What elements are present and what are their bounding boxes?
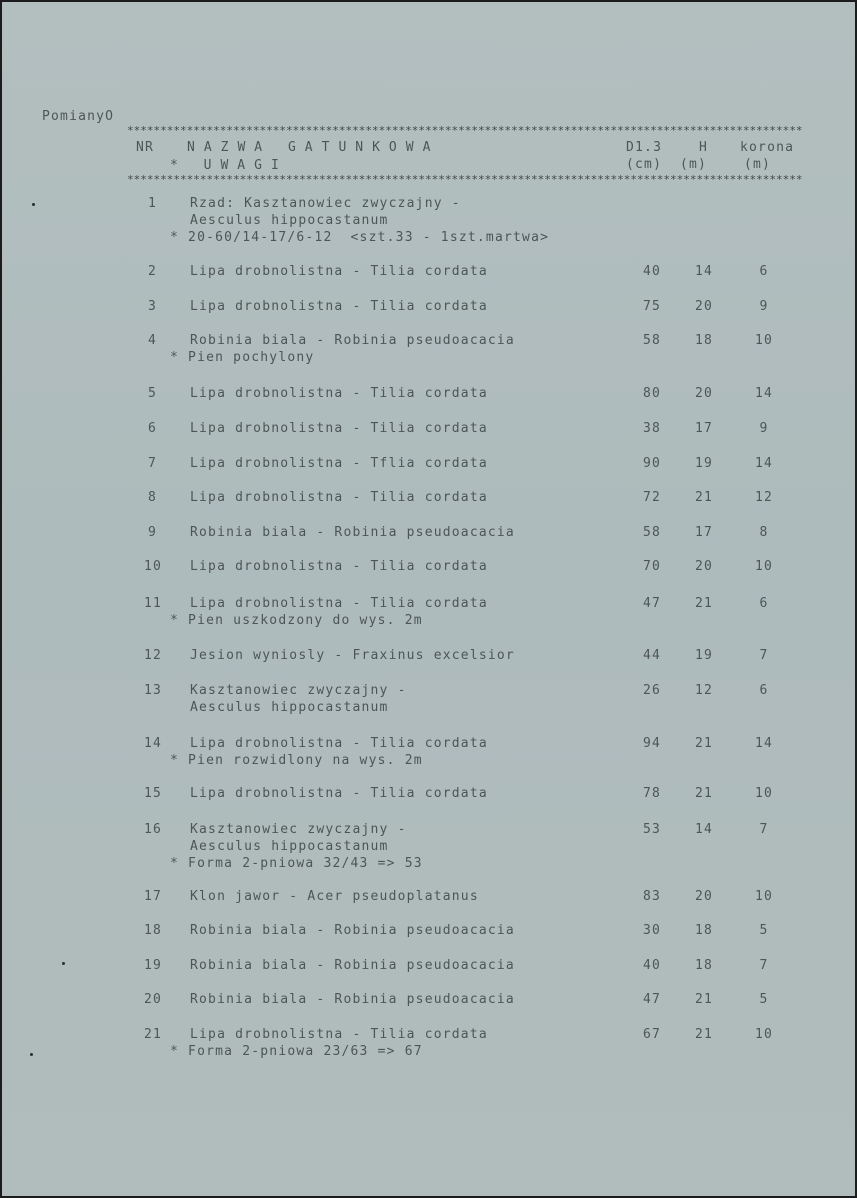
crown-value: 10 bbox=[754, 786, 774, 801]
row-number: 15 bbox=[144, 786, 163, 801]
species-name: Klon jawor - Acer pseudoplatanus bbox=[190, 889, 479, 904]
row-number: 1 bbox=[148, 196, 158, 211]
remark-note: * Pien pochylony bbox=[170, 350, 315, 365]
height-value: 20 bbox=[694, 299, 714, 314]
height-value: 18 bbox=[694, 923, 714, 938]
crown-value: 9 bbox=[759, 299, 769, 314]
crown-value: 12 bbox=[754, 490, 774, 505]
diameter-value: 53 bbox=[642, 822, 662, 837]
row-number: 20 bbox=[144, 992, 163, 1007]
height-value: 19 bbox=[694, 648, 714, 663]
species-name: Robinia biala - Robinia pseudoacacia bbox=[190, 333, 515, 348]
row-number: 3 bbox=[148, 299, 158, 314]
row-number: 7 bbox=[148, 456, 158, 471]
crown-value: 10 bbox=[754, 889, 774, 904]
diameter-value: 44 bbox=[642, 648, 662, 663]
height-value: 21 bbox=[694, 786, 714, 801]
diameter-value: 47 bbox=[642, 596, 662, 611]
species-name: Lipa drobnolistna - Tflia cordata bbox=[190, 456, 488, 471]
remark-note: * Forma 2-pniowa 23/63 => 67 bbox=[170, 1044, 423, 1059]
crown-value: 6 bbox=[759, 264, 769, 279]
col-nr-header: NR bbox=[136, 140, 155, 155]
species-name: Lipa drobnolistna - Tilia cordata bbox=[190, 264, 488, 279]
diameter-value: 80 bbox=[642, 386, 662, 401]
crown-value: 14 bbox=[754, 386, 774, 401]
species-name: Robinia biala - Robinia pseudoacacia bbox=[190, 992, 515, 1007]
row-number: 21 bbox=[144, 1027, 163, 1042]
diameter-value: 83 bbox=[642, 889, 662, 904]
species-name: Lipa drobnolistna - Tilia cordata bbox=[190, 1027, 488, 1042]
crown-value: 14 bbox=[754, 456, 774, 471]
file-name: PomianyO bbox=[42, 109, 115, 124]
crown-value: 14 bbox=[754, 736, 774, 751]
remark-note: * Forma 2-pniowa 32/43 => 53 bbox=[170, 856, 423, 871]
height-value: 20 bbox=[694, 889, 714, 904]
row-number: 18 bbox=[144, 923, 163, 938]
diameter-value: 40 bbox=[642, 958, 662, 973]
height-value: 17 bbox=[694, 421, 714, 436]
species-name: Lipa drobnolistna - Tilia cordata bbox=[190, 299, 488, 314]
species-name-cont: Aesculus hippocastanum bbox=[190, 700, 389, 715]
crown-value: 6 bbox=[759, 683, 769, 698]
height-value: 21 bbox=[694, 736, 714, 751]
species-name: Lipa drobnolistna - Tilia cordata bbox=[190, 490, 488, 505]
species-name: Jesion wyniosly - Fraxinus excelsior bbox=[190, 648, 515, 663]
col-h-unit: (m) bbox=[680, 157, 708, 172]
height-value: 17 bbox=[694, 525, 714, 540]
row-number: 19 bbox=[144, 958, 163, 973]
species-name: Lipa drobnolistna - Tilia cordata bbox=[190, 736, 488, 751]
crown-value: 10 bbox=[754, 1027, 774, 1042]
remark-note: * Pien rozwidlony na wys. 2m bbox=[170, 753, 423, 768]
diameter-value: 70 bbox=[642, 559, 662, 574]
species-name-cont: Aesculus hippocastanum bbox=[190, 839, 389, 854]
species-name: Kasztanowiec zwyczajny - bbox=[190, 683, 407, 698]
crown-value: 7 bbox=[759, 648, 769, 663]
row-number: 16 bbox=[144, 822, 163, 837]
height-value: 21 bbox=[694, 992, 714, 1007]
row-number: 8 bbox=[148, 490, 158, 505]
row-number: 10 bbox=[144, 559, 163, 574]
col-name-header: NAZWA GATUNKOWA bbox=[187, 140, 440, 155]
height-value: 20 bbox=[694, 386, 714, 401]
crown-value: 10 bbox=[754, 559, 774, 574]
diameter-value: 78 bbox=[642, 786, 662, 801]
col-k-unit: (m) bbox=[744, 157, 772, 172]
species-name: Robinia biala - Robinia pseudoacacia bbox=[190, 923, 515, 938]
row-number: 6 bbox=[148, 421, 158, 436]
row-number: 2 bbox=[148, 264, 158, 279]
col-k-header: korona bbox=[740, 140, 795, 155]
diameter-value: 40 bbox=[642, 264, 662, 279]
row-number: 17 bbox=[144, 889, 163, 904]
crown-value: 10 bbox=[754, 333, 774, 348]
row-number: 9 bbox=[148, 525, 158, 540]
remark-note: * 20-60/14-17/6-12 <szt.33 - 1szt.martwa> bbox=[170, 230, 550, 245]
diameter-value: 30 bbox=[642, 923, 662, 938]
height-value: 18 bbox=[694, 958, 714, 973]
crown-value: 9 bbox=[759, 421, 769, 436]
height-value: 21 bbox=[694, 1027, 714, 1042]
species-name: Rzad: Kasztanowiec zwyczajny - bbox=[190, 196, 461, 211]
punch-mark bbox=[30, 1053, 33, 1056]
remark-note: * Pien uszkodzony do wys. 2m bbox=[170, 613, 423, 628]
diameter-value: 47 bbox=[642, 992, 662, 1007]
row-number: 4 bbox=[148, 333, 158, 348]
col-h-header: H bbox=[699, 140, 709, 155]
punch-mark bbox=[62, 962, 65, 965]
height-value: 18 bbox=[694, 333, 714, 348]
row-number: 11 bbox=[144, 596, 163, 611]
height-value: 21 bbox=[694, 490, 714, 505]
species-name: Lipa drobnolistna - Tilia cordata bbox=[190, 786, 488, 801]
col-d-header: D1.3 bbox=[626, 140, 663, 155]
diameter-value: 94 bbox=[642, 736, 662, 751]
height-value: 20 bbox=[694, 559, 714, 574]
height-value: 12 bbox=[694, 683, 714, 698]
diameter-value: 58 bbox=[642, 525, 662, 540]
crown-value: 6 bbox=[759, 596, 769, 611]
row-number: 5 bbox=[148, 386, 158, 401]
crown-value: 7 bbox=[759, 958, 769, 973]
diameter-value: 38 bbox=[642, 421, 662, 436]
species-name: Kasztanowiec zwyczajny - bbox=[190, 822, 407, 837]
header-separator-top: ****************************************************************************************************** bbox=[127, 126, 803, 136]
crown-value: 7 bbox=[759, 822, 769, 837]
diameter-value: 90 bbox=[642, 456, 662, 471]
height-value: 21 bbox=[694, 596, 714, 611]
crown-value: 5 bbox=[759, 923, 769, 938]
col-remarks-header: * UWAGI bbox=[170, 158, 288, 173]
diameter-value: 72 bbox=[642, 490, 662, 505]
species-name: Lipa drobnolistna - Tilia cordata bbox=[190, 559, 488, 574]
diameter-value: 58 bbox=[642, 333, 662, 348]
header-separator-bottom: ****************************************************************************************************** bbox=[127, 175, 803, 185]
height-value: 19 bbox=[694, 456, 714, 471]
height-value: 14 bbox=[694, 822, 714, 837]
diameter-value: 26 bbox=[642, 683, 662, 698]
species-name: Lipa drobnolistna - Tilia cordata bbox=[190, 386, 488, 401]
crown-value: 5 bbox=[759, 992, 769, 1007]
crown-value: 8 bbox=[759, 525, 769, 540]
species-name: Robinia biala - Robinia pseudoacacia bbox=[190, 958, 515, 973]
height-value: 14 bbox=[694, 264, 714, 279]
col-d-unit: (cm) bbox=[626, 157, 663, 172]
diameter-value: 67 bbox=[642, 1027, 662, 1042]
row-number: 12 bbox=[144, 648, 163, 663]
row-number: 13 bbox=[144, 683, 163, 698]
species-name: Lipa drobnolistna - Tilia cordata bbox=[190, 421, 488, 436]
diameter-value: 75 bbox=[642, 299, 662, 314]
row-number: 14 bbox=[144, 736, 163, 751]
species-name-cont: Aesculus hippocastanum bbox=[190, 213, 389, 228]
punch-mark bbox=[32, 203, 35, 206]
species-name: Robinia biala - Robinia pseudoacacia bbox=[190, 525, 515, 540]
species-name: Lipa drobnolistna - Tilia cordata bbox=[190, 596, 488, 611]
